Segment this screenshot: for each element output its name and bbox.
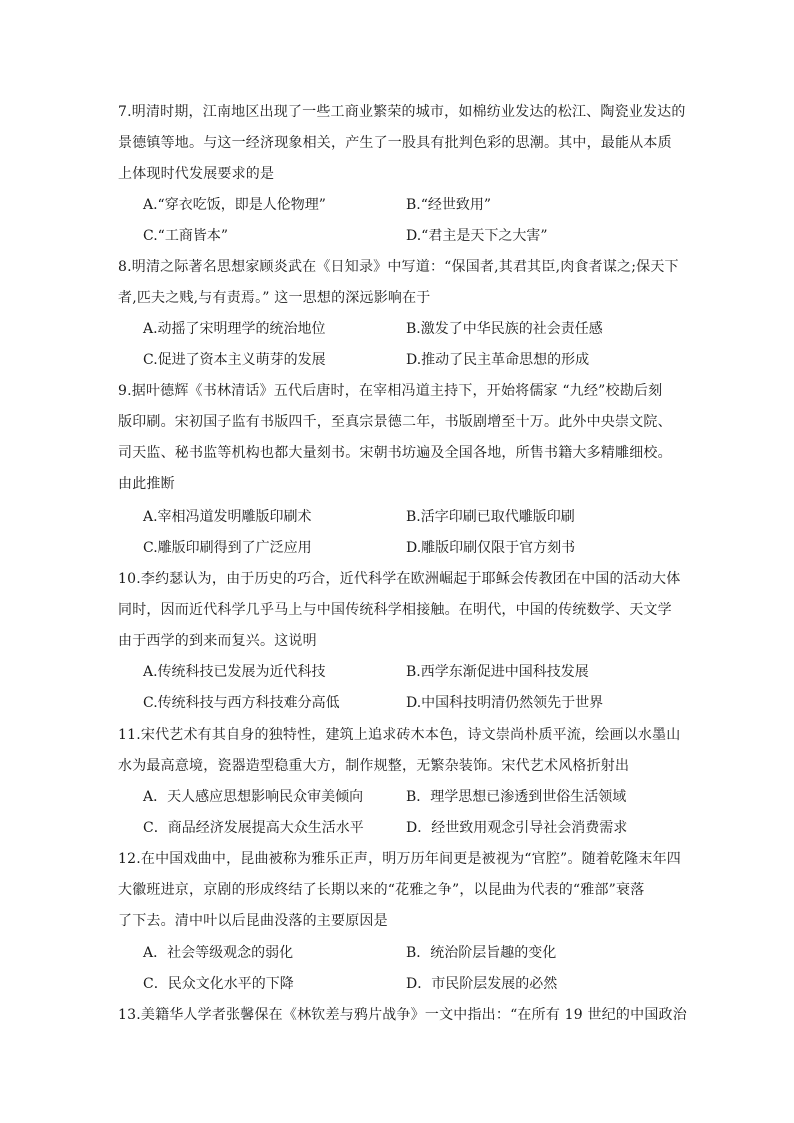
question-8-line-2: 者,匹夫之贱,与有责焉。” 这一思想的深远影响在于: [118, 290, 431, 306]
question-8-line-1: 8.明清之际著名思想家顾炎武在《日知录》中写道：“保国者,其君其臣,肉食者谋之;保天下: [118, 259, 679, 275]
question-7-line-2: 景德镇等地。与这一经济现象相关，产生了一股具有批判色彩的思潮。其中，最能从本质: [118, 135, 672, 151]
question-7-option-d: D.“君主是天下之大害”: [406, 228, 548, 244]
question-12-option-a: A．社会等级观念的弱化: [143, 945, 294, 961]
question-10-option-c: C.传统科技与西方科技难分高低: [143, 695, 340, 711]
question-10-line-3: 由于西学的到来而复兴。这说明: [118, 633, 317, 649]
question-9-option-b: B.活字印刷已取代雕版印刷: [406, 509, 575, 525]
question-10-line-1: 10.李约瑟认为，由于历史的巧合，近代科学在欧洲崛起于耶稣会传教团在中国的活动大体: [118, 571, 681, 587]
question-11-line-1: 11.宋代艺术有其自身的独特性，建筑上追求砖木本色，诗文崇尚朴质平流，绘画以水墨山: [118, 727, 681, 743]
question-9-option-c: C.雕版印刷得到了广泛应用: [143, 540, 312, 556]
question-8-option-a: A.动摇了宋明理学的统治地位: [143, 321, 326, 337]
question-12-line-1: 12.在中国戏曲中，昆曲被称为雅乐正声，明万历年间更是被视为“官腔”。随着乾隆末年四: [118, 851, 681, 867]
question-8-option-c: C.促进了资本主义萌芽的发展: [143, 352, 326, 368]
question-7-option-c: C.“工商皆本”: [143, 228, 228, 244]
question-7-line-3: 上体现时代发展要求的是: [118, 166, 275, 182]
question-9-option-d: D.雕版印刷仅限于官方刻书: [406, 540, 576, 556]
question-10-line-2: 同时，因而近代科学几乎马上与中国传统科学相接触。在明代，中国的传统数学、天文学: [118, 602, 672, 618]
question-9-line-2: 版印刷。宋初国子监有书版四千，至真宗景德二年，书版剧增至十万。此外中央崇文院、: [118, 414, 672, 430]
question-11-line-2: 水为最高意境，瓷器造型稳重大方，制作规整，无繁杂装饰。宋代艺术风格折射出: [118, 758, 630, 774]
question-12-option-b: B．统治阶层旨趣的变化: [406, 945, 557, 961]
question-9-option-a: A.宰相冯道发明雕版印刷术: [143, 509, 312, 525]
question-7-option-a: A.“穿衣吃饭，即是人伦物理”: [143, 197, 326, 213]
question-12-line-3: 了下去。清中叶以后昆曲没落的主要原因是: [118, 913, 388, 929]
question-11-option-d: D．经世致用观念引导社会消费需求: [406, 820, 628, 836]
question-12-option-d: D．市民阶层发展的必然: [406, 976, 558, 992]
question-7-line-1: 7.明清时期，江南地区出现了一些工商业繁荣的城市，如棉纺业发达的松江、陶瓷业发达的: [118, 104, 686, 120]
question-12-line-2: 大徽班进京，京剧的形成终结了长期以来的“花雅之争”，以昆曲为代表的“雅部”衰落: [118, 882, 645, 898]
question-8-option-b: B.激发了中华民族的社会责任感: [406, 321, 603, 337]
question-10-option-a: A.传统科技已发展为近代科技: [143, 664, 326, 680]
question-13-line-1: 13.美籍华人学者张馨保在《林钦差与鸦片战争》一文中指出：“在所有 19 世纪的中国政治: [118, 1007, 687, 1023]
question-12-option-c: C．民众文化水平的下降: [143, 976, 294, 992]
question-9-line-1: 9.据叶德辉《书林清话》五代后唐时，在宰相冯道主持下，开始将儒家 “九经”校勘后刻: [118, 383, 663, 399]
question-8-option-d: D.推动了民主革命思想的形成: [406, 352, 590, 368]
question-11-option-c: C．商品经济发展提高大众生活水平: [143, 820, 364, 836]
question-10-option-b: B.西学东渐促进中国科技发展: [406, 664, 589, 680]
question-10-option-d: D.中国科技明清仍然领先于世界: [406, 695, 604, 711]
question-9-line-3: 司天监、秘书监等机构也都大量刻书。宋朝书坊遍及全国各地，所售书籍大多精雕细校。: [118, 445, 672, 461]
question-7-option-b: B.“经世致用”: [406, 197, 492, 213]
question-11-option-a: A．天人感应思想影响民众审美倾向: [143, 789, 364, 805]
question-9-line-4: 由此推断: [118, 476, 175, 492]
question-11-option-b: B．理学思想已渗透到世俗生活领域: [406, 789, 627, 805]
